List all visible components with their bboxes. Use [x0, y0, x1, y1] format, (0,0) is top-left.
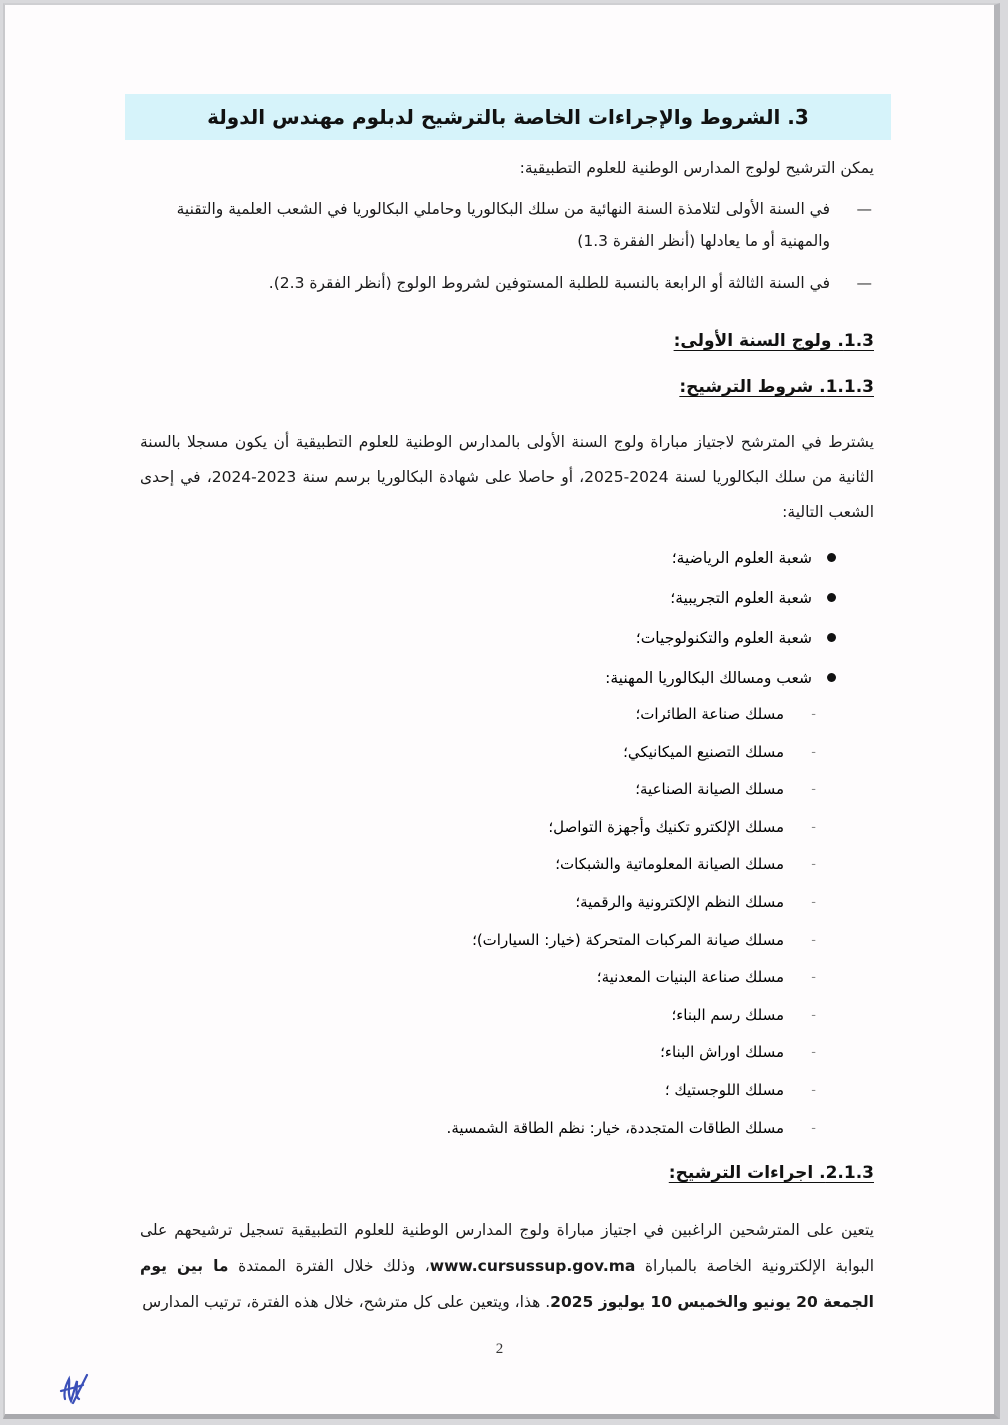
dash-bullet-icon: -	[811, 894, 816, 910]
document-page	[3, 3, 1000, 1419]
track-label: مسلك رسم البناء؛	[671, 1005, 784, 1024]
track-item	[447, 771, 816, 809]
track-label: مسلك صناعة الطائرات؛	[635, 705, 784, 723]
dash-bullet-icon: -	[811, 932, 816, 948]
bullet-dot-icon	[827, 553, 836, 562]
conditions-paragraph: يشترط في المترشح لاجتياز مباراة ولوج السنة الأولى بالمدارس الوطنية للعلوم التطبيقية أن يكون مسجلا بالسنة الثانية من سلك البكالوريا لسنة 2024-2025، أو حاصلا على شهادة البكالوريا برسم سنة 2023-2024، في إحدى الشعب التالية:	[140, 433, 874, 521]
procedures-text: . هذا، ويتعين على كل مترشح، خلال هذه الفترة، ترتيب المدارس	[142, 1293, 551, 1311]
subsection-heading-1-1-3: 1.1.3. شروط الترشيح:	[679, 377, 874, 397]
dash-bullet-icon: -	[811, 744, 816, 760]
access-option	[140, 193, 874, 257]
signature-initials-icon	[53, 1369, 93, 1409]
dash-bullet-icon: -	[811, 1120, 816, 1136]
dash-bullet-icon: -	[811, 857, 816, 873]
track-item	[447, 922, 816, 960]
bullet-dot-icon	[827, 593, 836, 602]
dash-bullet-icon: —	[856, 274, 872, 292]
bullet-dot-icon	[827, 673, 836, 682]
access-option	[140, 267, 874, 299]
bullet-dot-icon	[827, 633, 836, 642]
registration-period: ما بين يوم الجمعة 20 يونيو والخميس 10 يوليوز 2025	[140, 1257, 874, 1311]
track-label: مسلك الطاقات المتجددة، خيار: نظم الطاقة الشمسية.	[446, 1118, 784, 1137]
dash-bullet-icon: -	[811, 819, 816, 835]
access-option-text: في السنة الثالثة أو الرابعة بالنسبة للطلبة المستوفين لشروط الولوج (أنظر الفقرة 2.3).	[268, 274, 830, 292]
professional-tracks-list	[447, 696, 816, 1147]
stream-label: شعبة العلوم الرياضية؛	[671, 549, 812, 567]
stream-item	[605, 578, 836, 618]
stream-item	[605, 658, 836, 698]
track-label: مسلك التصنيع الميكانيكي؛	[623, 742, 784, 761]
track-item	[447, 997, 816, 1035]
track-label: مسلك النظم الإلكترونية والرقمية؛	[575, 892, 784, 911]
dash-bullet-icon: —	[856, 200, 872, 218]
track-item	[447, 846, 816, 884]
intro-text: يمكن الترشيح لولوج المدارس الوطنية للعلوم التطبيقية:	[519, 159, 874, 177]
stream-label: شعب ومسالك البكالوريا المهنية:	[605, 669, 812, 687]
track-label: مسلك اللوجستيك ؛	[664, 1080, 784, 1099]
section-title: 3. الشروط والإجراءات الخاصة بالترشيح لدبلوم مهندس الدولة	[207, 105, 809, 129]
section-title-banner	[125, 94, 891, 140]
stream-item	[605, 538, 836, 578]
track-label: مسلك الصيانة الصناعية؛	[635, 780, 784, 799]
track-item	[447, 696, 816, 734]
track-label: مسلك اوراش البناء؛	[660, 1043, 784, 1062]
dash-bullet-icon: -	[811, 1082, 816, 1098]
track-item	[447, 809, 816, 847]
procedures-text: يتعين على المترشحين الراغبين في اجتياز مباراة ولوج المدارس الوطنية للعلوم التطبيقية تسجيل ترشيحهم على البوابة الإلكترونية الخاصة بالمباراة	[140, 1221, 875, 1275]
streams-list	[605, 538, 836, 698]
track-label: مسلك صيانة المركبات المتحركة (خيار: السيارات)؛	[472, 930, 784, 949]
track-item	[447, 1110, 816, 1148]
stream-item	[605, 618, 836, 658]
stream-label: شعبة العلوم التجريبية؛	[670, 589, 812, 607]
track-item	[447, 959, 816, 997]
access-option-text: في السنة الأولى لتلامذة السنة النهائية من سلك البكالوريا وحاملي البكالوريا في الشعب العلمية والتقنية والمهنية أو ما يعادلها (أنظر الفقرة 1.3)	[176, 200, 830, 250]
dash-bullet-icon: -	[811, 1045, 816, 1061]
subsection-heading-2-1-3: 2.1.3. اجراءات الترشيح:	[668, 1163, 874, 1183]
track-label: مسلك صناعة البنيات المعدنية؛	[596, 968, 784, 987]
track-item	[447, 734, 816, 772]
portal-link[interactable]: www.cursussup.gov.ma	[429, 1257, 636, 1275]
dash-bullet-icon: -	[811, 782, 816, 798]
procedures-paragraph	[140, 1212, 874, 1320]
dash-bullet-icon: -	[811, 707, 816, 722]
dash-bullet-icon: -	[811, 970, 816, 986]
dash-bullet-icon: -	[811, 1007, 816, 1023]
procedures-text: ، وذلك خلال الفترة الممتدة	[228, 1257, 430, 1275]
subsection-heading-1-3: 1.3. ولوج السنة الأولى:	[673, 331, 874, 351]
access-options-list	[140, 193, 874, 309]
track-item	[447, 1072, 816, 1110]
track-label: مسلك الإلكترو تكنيك وأجهزة التواصل؛	[548, 817, 784, 836]
track-label: مسلك الصيانة المعلوماتية والشبكات؛	[555, 855, 784, 874]
track-item	[447, 884, 816, 922]
track-item	[447, 1034, 816, 1072]
stream-label: شعبة العلوم والتكنولوجيات؛	[635, 629, 812, 647]
page-number: 2	[495, 1341, 504, 1357]
